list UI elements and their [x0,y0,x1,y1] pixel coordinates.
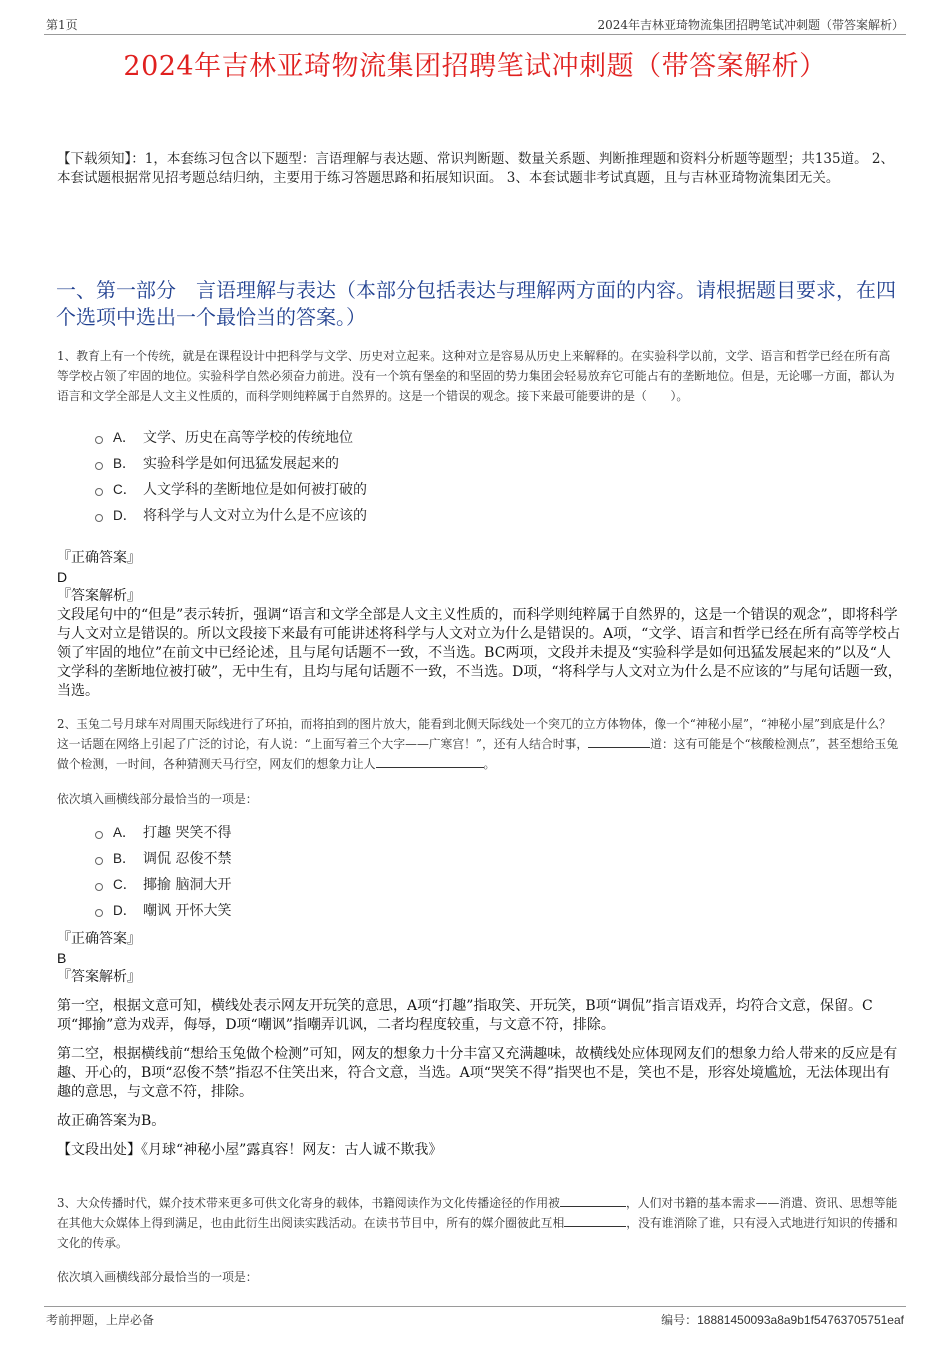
radio-icon[interactable] [95,436,103,444]
answer-label: 『正确答案』 [57,931,141,947]
option-c[interactable]: C． 揶揄 脑洞大开 [95,872,595,898]
radio-icon[interactable] [95,857,103,865]
radio-icon[interactable] [95,909,103,917]
question-2-options [95,820,595,924]
header-doc-title: 2024年吉林亚琦物流集团招聘笔试冲刺题（带答案解析） [597,18,904,32]
option-d[interactable]: D． 将科学与人文对立为什么是不应该的 [95,503,595,529]
document-title: 2024年吉林亚琦物流集团招聘笔试冲刺题（带答案解析） [123,51,827,82]
blank-1 [560,1194,626,1207]
question-2-stem: 2、玉兔二号月球车对周围天际线进行了环拍，而将拍到的图片放大，能看到北侧天际线处一个突兀的立方体物体，像一个“神秘小屋”，“神秘小屋”到底是什么？这一话题在网络上引起了广泛的讨论，有人说：“上面写着三个大字——广寒宫！”，还有人结合时事， 道：这有可能是个“核酸检测点”，甚至想给玉兔做个检测，一时间，各种猜测天马行空，网友们的想象力让人 。 [57,717,899,771]
question-1-answer-block [57,549,902,701]
radio-icon[interactable] [95,883,103,891]
answer-label: 『正确答案』 [57,550,141,566]
document-code: 编号：18881450093a8a9b1f54763705751eaf [661,1313,904,1327]
blank-1 [588,735,650,748]
question-2-prompt: 依次填入画横线部分最恰当的一项是： [57,792,258,806]
section-title: 一、第一部分 言语理解与表达（本部分包括表达与理解两方面的内容。请根据题目要求，在四个选项中选出一个最恰当的答案。） [56,278,896,329]
blank-2 [376,755,484,768]
source-citation: 【文段出处】《月球“神秘小屋”露真容！网友：古人诚不欺我》 [57,1142,443,1158]
option-c[interactable]: C． 人文学科的垄断地位是如何被打破的 [95,477,595,503]
question-1-stem: 1、教育上有一个传统，就是在课程设计中把科学与文学、历史对立起来。这种对立是容易从历史上来解释的。在实验科学以前，文学、语言和哲学已经在所有高等学校占领了牢固的地位。实验科学自然必须奋力前进。没有一个筑有堡垒的和坚固的势力集团会轻易放弃它可能占有的垄断地位。但是，无论哪一方面，都认为语言和文学全部是人文主义性质的，而科学则纯粹属于自然界的。这是一个错误的观念。接下来最可能要讲的是（ ）。 [57,349,895,403]
footer-slogan: 考前押题，上岸必备 [46,1313,155,1327]
option-b[interactable]: B． 实验科学是如何迅猛发展起来的 [95,451,595,477]
analysis-paragraph-1: 第一空，根据文意可知，横线处表示网友开玩笑的意思，A项“打趣”指取笑、开玩笑，B项“调侃”指言语戏弄，均符合文意，保留。C项“揶揄”意为戏弄，侮辱，D项“嘲讽”指嘲弄讥讽，二者均程度较重，与文意不符，排除。 [57,998,873,1033]
radio-icon[interactable] [95,488,103,496]
correct-answer: B [57,950,67,966]
analysis-label: 『答案解析』 [57,588,141,604]
correct-answer: D [57,569,68,585]
option-d[interactable]: D． 嘲讽 开怀大笑 [95,898,595,924]
option-a[interactable]: A． 打趣 哭笑不得 [95,820,595,846]
question-3-stem: 3、大众传播时代，媒介技术带来更多可供文化寄身的载体，书籍阅读作为文化传播途径的作用被 ，人们对书籍的基本需求——消遣、资讯、思想等能在其他大众媒体上得到满足，也由此衍生出阅读实践活动。在读书节目中，所有的媒介圈彼此互相 ，没有谁消除了谁，只有浸入式地进行知识的传播和文化的传承。 [57,1196,898,1250]
analysis-paragraph-3: 故正确答案为B。 [57,1113,166,1129]
question-1-options [95,425,595,529]
analysis-label: 『答案解析』 [57,969,141,985]
blank-2 [564,1214,626,1227]
page-footer [44,1306,906,1327]
radio-icon[interactable] [95,462,103,470]
analysis-paragraph-2: 第二空，根据横线前“想给玉兔做个检测”可知，网友的想象力十分丰富又充满趣味，故横线处应体现网友们的想象力给人带来的反应是有趣、开心的，B项“忍俊不禁”指忍不住笑出来，符合文意，当选。A项“哭笑不得”指哭也不是，笑也不是，形容处境尴尬，无法体现出有趣的意思，与文意不符，排除。 [57,1046,898,1100]
analysis-text: 文段尾句中的“但是”表示转折，强调“语言和文学全部是人文主义性质的，而科学则纯粹属于自然界的，这是一个错误的观念”，即将科学与人文对立是错误的。所以文段接下来最有可能讲述将科学与人文对立为什么是错误的。A项，“文学、语言和哲学已经在所有高等学校占领了牢固的地位”在前文中已经论述，且与尾句话题不一致，不当选。BC两项，文段并未提及“实验科学是如何迅猛发展起来的”以及“人文学科的垄断地位被打破”，无中生有，且均与尾句话题不一致，不当选。D项，“将科学与人文对立为什么是不应该的”与尾句话题一致，当选。 [57,607,902,699]
radio-icon[interactable] [95,831,103,839]
page-number: 第1页 [46,18,78,32]
option-a[interactable]: A． 文学、历史在高等学校的传统地位 [95,425,595,451]
download-notice: 【下载须知】：1，本套练习包含以下题型：言语理解与表达题、常识判断题、数量关系题、判断推理题和资料分析题等题型；共135道。 2、本套试题根据常见招考题总结归纳，主要用于练习答题思路和拓展知识面。 3、本套试题非考试真题，且与吉林亚琦物流集团无关。 [57,151,894,186]
question-2-answer-block [57,930,902,1170]
option-b[interactable]: B． 调侃 忍俊不禁 [95,846,595,872]
page-header [44,14,906,35]
radio-icon[interactable] [95,514,103,522]
question-3-prompt: 依次填入画横线部分最恰当的一项是： [57,1270,258,1284]
